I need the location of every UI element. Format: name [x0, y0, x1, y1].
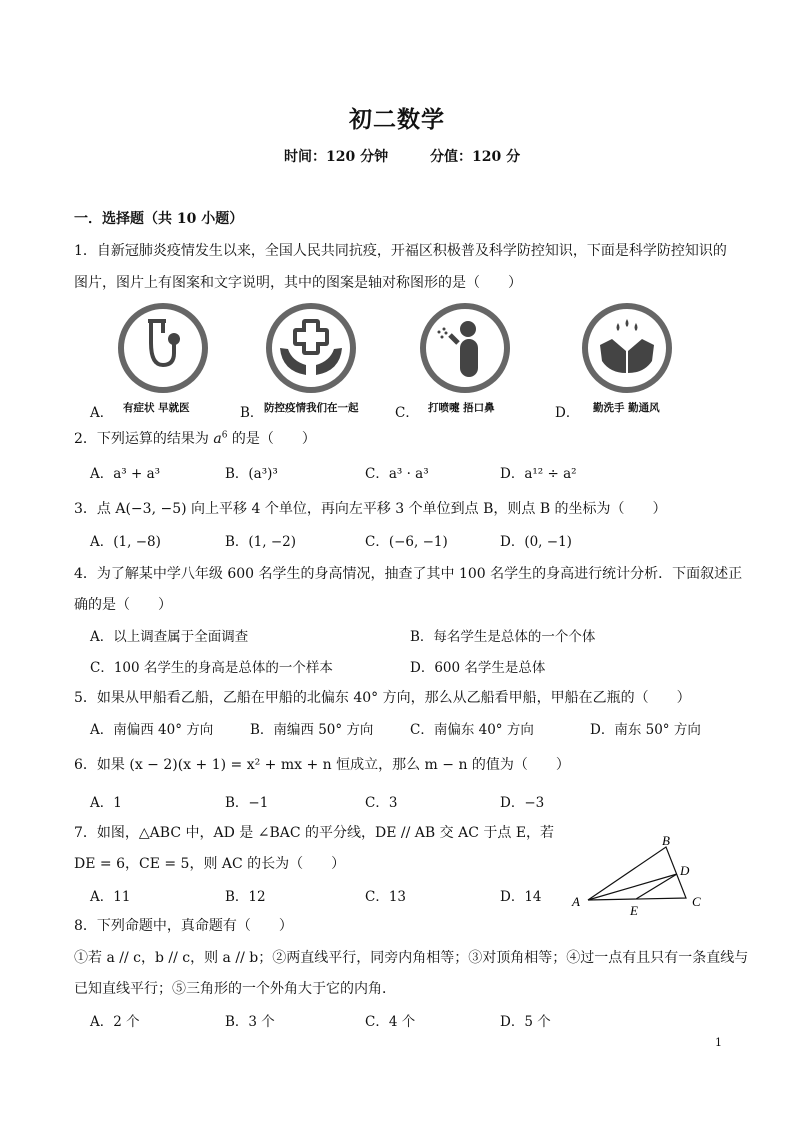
q2-stem: [74, 428, 316, 448]
q8-stem: 8．下列命题中，真命题有（ ）: [74, 918, 293, 934]
label-a: A: [572, 894, 580, 909]
q7-option-b: B．12: [225, 889, 266, 905]
q2-stem-variable: a: [213, 431, 222, 447]
q3-option-c: C．(−6, −1): [365, 534, 448, 550]
label-c: C: [692, 894, 701, 909]
q1-option-d-letter: D．: [555, 405, 580, 421]
q6-option-d: D．−3: [500, 795, 545, 811]
q8-option-d: D．5 个: [500, 1014, 551, 1030]
q7-line1: 7．如图，△ABC 中，AD 是 ∠BAC 的平分线，DE // AB 交 AC 于点 E，若: [74, 825, 555, 841]
page-number: 1: [715, 1036, 722, 1049]
q6-option-c: C．3: [365, 795, 398, 811]
q2-option-a: A．a³ + a³: [90, 466, 161, 482]
section-heading: 一．选择题（共 10 小题）: [74, 211, 244, 227]
q1-option-a-caption: 有症状 早就医: [123, 402, 190, 414]
q2-stem-exponent: 6: [221, 430, 228, 441]
q2-option-c: C．a³ · a³: [365, 466, 429, 482]
label-d: D: [680, 863, 690, 878]
q2-option-d: D．a¹² ÷ a²: [500, 466, 577, 482]
q6-option-a: A．1: [90, 795, 122, 811]
sneeze-icon: [420, 303, 510, 393]
q4-option-a: A．以上调查属于全面调查: [90, 629, 249, 645]
hands-cross-icon: [266, 303, 356, 393]
segment-ad: [588, 874, 677, 900]
q2-stem-tail: 的是（ ）: [227, 431, 316, 447]
handwash-icon: [582, 303, 672, 393]
q3-option-b: B．(1, −2): [225, 534, 297, 550]
stethoscope-icon: [118, 303, 208, 393]
triangle-abc: [588, 847, 686, 900]
q1-line1: 1．自新冠肺炎疫情发生以来，全国人民共同抗疫，开福区积极普及科学防控知识，下面是科学防控知识的: [74, 243, 727, 259]
q4-line1: 4．为了解某中学八年级 600 名学生的身高情况，抽查了其中 100 名学生的身高进行统计分析．下面叙述正: [74, 566, 743, 582]
q4-option-d: D．600 名学生是总体: [410, 660, 546, 676]
q6-option-b: B．−1: [225, 795, 269, 811]
q1-option-c-letter: C．: [395, 405, 419, 421]
q4-option-b: B．每名学生是总体的一个个体: [410, 629, 596, 645]
q8-option-b: B．3 个: [225, 1014, 275, 1030]
q2-option-b: B．(a³)³: [225, 466, 278, 482]
exam-time: 时间：120 分钟: [284, 149, 389, 165]
q1-option-d-caption: 勤洗手 勤通风: [593, 402, 660, 414]
q2-stem-text: 2．下列运算的结果为: [74, 431, 214, 447]
q1-option-a-letter: A．: [90, 405, 114, 421]
q3-stem: 3．点 A(−3, −5) 向上平移 4 个单位，再向左平移 3 个单位到点 B，则点 B 的坐标为（ ）: [74, 501, 667, 517]
q5-stem: 5．如果从甲船看乙船，乙船在甲船的北偏东 40° 方向，那么从乙船看甲船，甲船在乙瓶的（ ）: [74, 690, 691, 706]
triangle-figure: [566, 833, 716, 923]
q8-option-c: C．4 个: [365, 1014, 416, 1030]
exam-score: 分值：120 分: [430, 149, 521, 165]
q8-line2: 已知直线平行；⑤三角形的一个外角大于它的内角．: [74, 981, 396, 997]
q7-option-c: C．13: [365, 889, 407, 905]
q8-line1: ①若 a // c，b // c，则 a // b；②两直线平行，同旁内角相等；③对顶角相等；④过一点有且只有一条直线与: [74, 950, 749, 966]
q7-line2: DE = 6，CE = 5，则 AC 的长为（ ）: [74, 856, 346, 872]
q7-option-d: D．14: [500, 889, 542, 905]
q4-option-c: C．100 名学生的身高是总体的一个样本: [90, 660, 333, 676]
q5-option-c: C．南偏东 40° 方向: [410, 722, 534, 738]
label-b: B: [662, 833, 670, 848]
q3-option-d: D．(0, −1): [500, 534, 572, 550]
q5-option-a: A．南偏西 40° 方向: [90, 722, 214, 738]
q8-option-a: A．2 个: [90, 1014, 140, 1030]
q1-option-b-caption: 防控疫情我们在一起: [264, 402, 359, 414]
q5-option-d: D．南东 50° 方向: [590, 722, 701, 738]
q1-line2: 图片，图片上有图案和文字说明，其中的图案是轴对称图形的是（ ）: [74, 275, 522, 291]
q3-option-a: A．(1, −8): [90, 534, 161, 550]
label-e: E: [630, 903, 638, 918]
q5-option-b: B．南编西 50° 方向: [250, 722, 374, 738]
q6-stem: 6．如果 (x − 2)(x + 1) = x² + mx + n 恒成立，那么 m − n 的值为（ ）: [74, 757, 570, 773]
q4-line2: 确的是（ ）: [74, 597, 172, 613]
q1-option-b-letter: B．: [240, 405, 264, 421]
q1-option-c-caption: 打喷嚏 捂口鼻: [428, 402, 495, 414]
segment-de: [636, 874, 677, 899]
q7-option-a: A．11: [90, 889, 131, 905]
page-title: 初二数学: [349, 106, 445, 133]
